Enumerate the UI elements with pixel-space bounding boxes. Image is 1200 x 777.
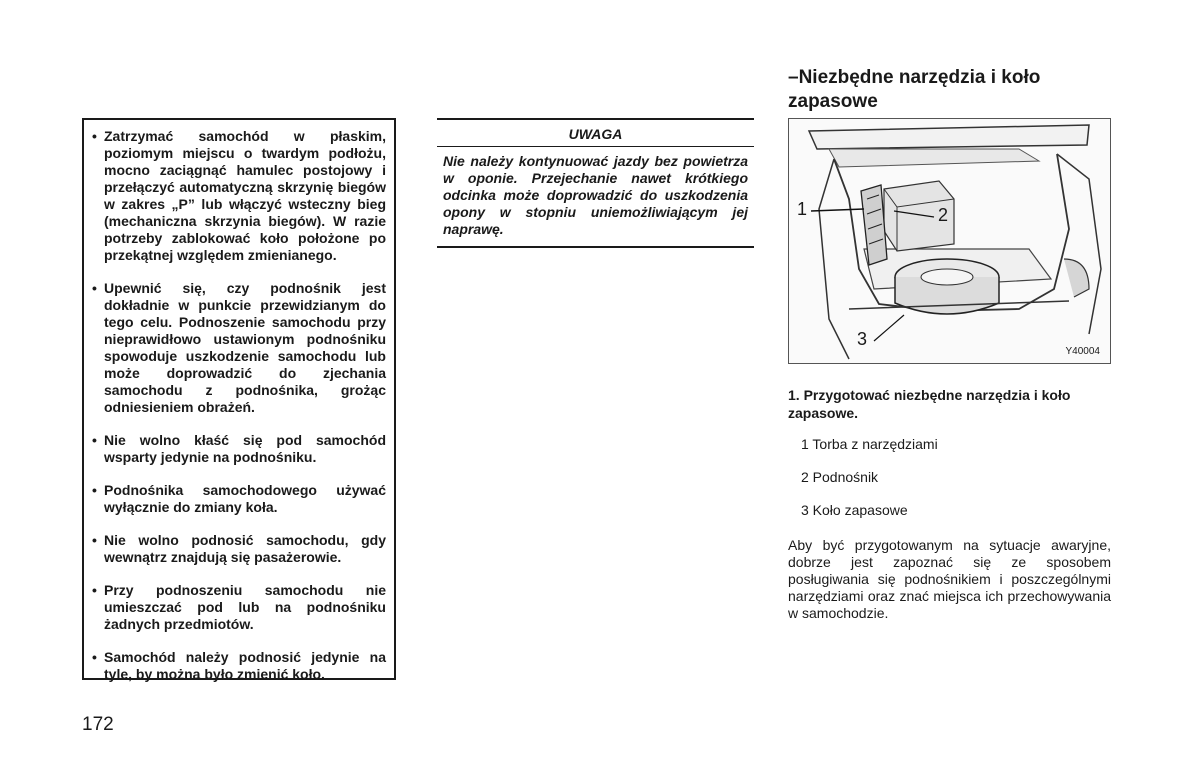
part-item: 3 Koło zapasowe <box>801 502 908 518</box>
warning-item <box>92 432 386 466</box>
page-number: 172 <box>82 714 114 735</box>
parts-list <box>801 434 938 533</box>
callout-1-label: 1 <box>797 199 808 219</box>
warning-item-text: Podnośnika samochodowego używać wyłącznie do zmiany koła. <box>104 482 386 515</box>
warning-item <box>92 582 386 633</box>
step-number: 1. <box>788 387 800 403</box>
warning-item-text: Upewnić się, czy podnośnik jest dokładnie w punkcie przewidzianym do tego celu. Podnoszenie samochodu przy nieprawidłowo ustawionym podnośniku spowoduje uszkodzenie samochodu lub może doprowadzić do zjechania samochodu z podnośnika, grożąc odniesieniem obrażeń. <box>104 280 386 415</box>
caution-text: Nie należy kontynuować jazdy bez powietrza w oponie. Przejechanie nawet krótkiego odcinka może doprowadzić do uszkodzenia opony w stopniu uniemożliwiającym jej naprawę. <box>443 153 748 237</box>
bullet-icon: • <box>92 649 97 665</box>
warning-item-text: Zatrzymać samochód w płaskim, poziomym miejscu o twardym podłożu, mocno zaciągnąć hamulec postojowy i przełączyć automatyczną skrzynię biegów w zakres „P” lub włączyć wsteczny bieg (mechaniczna skrzynia biegów). W razie potrzeby zablokować koło położone po przekątnej względem zmienianego. <box>104 128 386 263</box>
warning-item <box>92 482 386 516</box>
warning-box <box>82 118 396 680</box>
section-heading: –Niezbędne narzędzia i koło zapasowe <box>788 67 1041 112</box>
warning-item-text: Nie wolno podnosić samochodu, gdy wewnątrz znajdują się pasażerowie. <box>104 532 386 565</box>
callout-2-label: 2 <box>938 205 949 225</box>
callout-3-label: 3 <box>857 329 868 349</box>
bullet-icon: • <box>92 432 97 448</box>
part-item: 1 Torba z narzędziami <box>801 436 938 452</box>
warning-item <box>92 649 386 683</box>
part-item: 2 Podnośnik <box>801 469 879 485</box>
bullet-icon: • <box>92 128 97 144</box>
bullet-icon: • <box>92 280 97 296</box>
warning-item <box>92 128 386 264</box>
trunk-drawing <box>789 119 1110 363</box>
step-1 <box>788 386 1111 422</box>
step-text: Przygotować niezbędne narzędzia i koło zapasowe. <box>788 387 1071 421</box>
warning-item-text: Nie wolno kłaść się pod samochód wsparty jedynie na podnośniku. <box>104 432 386 465</box>
warning-item <box>92 280 386 416</box>
caution-box <box>437 118 754 248</box>
bullet-icon: • <box>92 482 97 498</box>
trunk-illustration <box>788 118 1111 364</box>
caution-title: UWAGA <box>437 120 754 147</box>
figure-code: Y40004 <box>1065 346 1100 357</box>
warning-item <box>92 532 386 566</box>
bullet-icon: • <box>92 582 97 598</box>
warning-item-text: Przy podnoszeniu samochodu nie umieszczać pod lub na podnośniku żadnych przedmiotów. <box>104 582 386 632</box>
bullet-icon: • <box>92 532 97 548</box>
body-paragraph: Aby być przygotowanym na sytuacje awaryjne, dobrze jest zapoznać się ze sposobem posługiwania się podnośnikiem i poszczególnymi narzędziami oraz znać miejsca ich przechowywania w samochodzie. <box>788 537 1111 621</box>
warning-item-text: Samochód należy podnosić jedynie na tyle, by można było zmienić koło. <box>104 649 386 682</box>
